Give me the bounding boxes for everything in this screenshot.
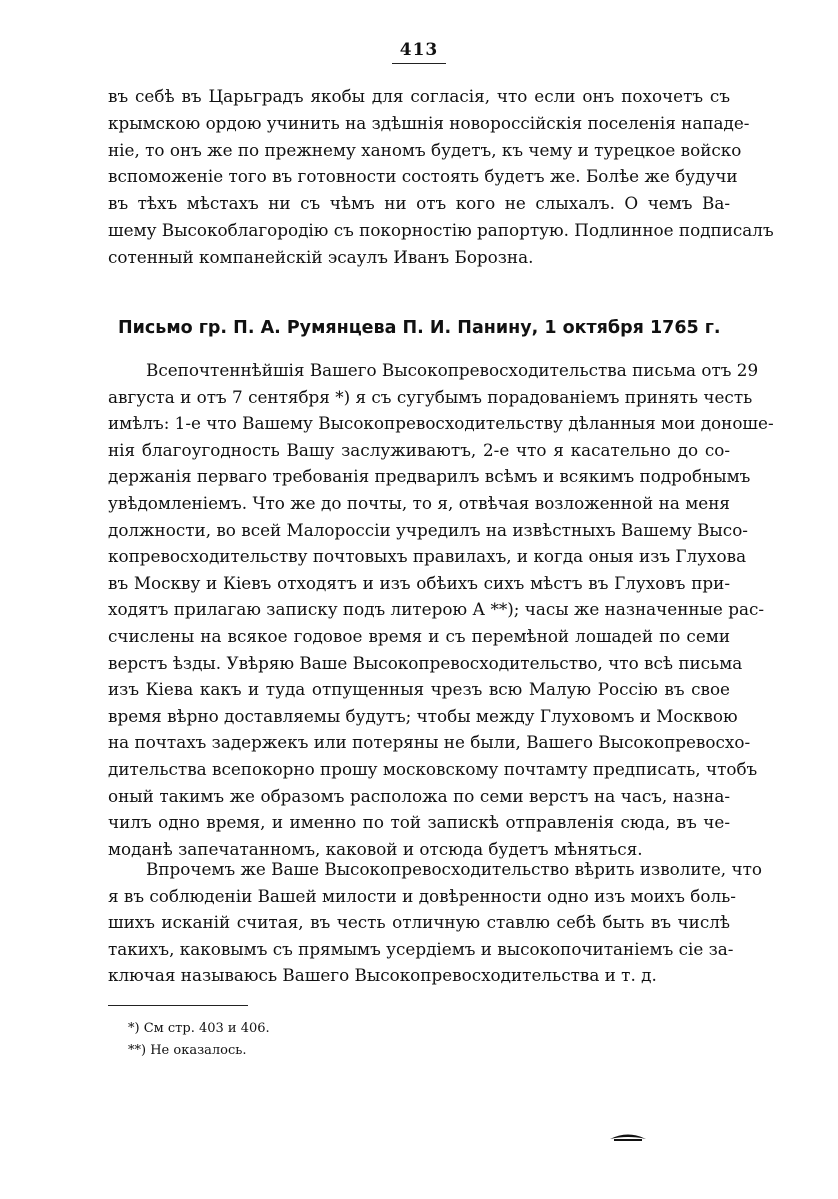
text-line: крымскою ордою учинить на здѣшнія новороссійскія поселенія нападе-: [108, 112, 750, 133]
letter-heading: Письмо гр. П. А. Румянцева П. И. Панину, 1 октября 1765 г.: [118, 318, 721, 338]
text-line: въ себѣ въ Царьградъ якобы для согласія, что если онъ похочетъ съ: [108, 86, 730, 106]
text-line: увѣдомленіемъ. Что же до почты, то я, отвѣчая возложенной на меня: [108, 493, 730, 513]
text-line: ходятъ прилагаю записку подъ литерою А **); часы же назначенные рас-: [108, 599, 765, 620]
text-line: ніе, то онъ же по прежнему ханомъ будетъ, къ чему и турецкое войско: [108, 139, 742, 160]
page-number-rule: [392, 63, 446, 64]
text-line: копревосходительству почтовыхъ правилахъ, и когда оныя изъ Глухова: [108, 546, 747, 567]
text-line: вспоможеніе того въ готовности состоять будетъ же. Болѣе же будучи: [108, 166, 738, 187]
text-line: моданѣ запечатанномъ, каковой и отсюда будетъ мѣняться.: [108, 838, 643, 859]
text-line: время вѣрно доставляемы будутъ; чтобы между Глуховомъ и Москвою: [108, 705, 738, 726]
text-line: ключая называюсь Вашего Высокопревосходительства и т. д.: [108, 965, 657, 986]
page-number: 413: [399, 40, 439, 60]
text-line: чилъ одно время, и именно по той запискѣ отправленія сюда, въ че-: [108, 812, 730, 833]
footnote-divider: [108, 1005, 248, 1006]
text-line: изъ Кіева какъ и туда отпущенныя чрезъ всю Малую Россію въ свое: [108, 679, 730, 700]
footnote: **) Не оказалось.: [128, 1043, 247, 1058]
text-line: Впрочемъ же Ваше Высокопревосходительство вѣрить изволите, что: [146, 859, 762, 879]
text-line: на почтахъ задержекъ или потеряны не были, Вашего Высокопревосхо-: [108, 732, 751, 753]
footnote: *) См стр. 403 и 406.: [128, 1021, 270, 1036]
text-line: шихъ исканій считая, въ честь отличную ставлю себѣ быть въ числѣ: [108, 912, 730, 933]
text-line: верстъ ѣзды. Увѣряю Ваше Высокопревосходительство, что всѣ письма: [108, 652, 743, 673]
text-line: сотенный компанейскій эсаулъ Иванъ Борозна.: [108, 246, 534, 267]
text-line: имѣлъ: 1-е что Вашему Высокопревосходительству дѣланныя мои доноше-: [108, 413, 774, 434]
text-line: въ Москву и Кіевъ отходятъ и изъ обѣихъ сихъ мѣстъ въ Глуховъ при-: [108, 572, 730, 593]
text-line: въ тѣхъ мѣстахъ ни съ чѣмъ ни отъ кого не слыхалъ. О чемъ Ва-: [108, 193, 730, 214]
text-line: августа и отъ 7 сентября *) я съ сугубымъ порадованіемъ принять честь: [108, 386, 753, 407]
tailpiece-ornament-icon: [608, 1130, 648, 1144]
text-line: шему Высокоблагородію съ покорностію рапортую. Подлинное подписалъ: [108, 220, 774, 240]
text-line: дительства всепокорно прошу московскому почтамту предписать, чтобъ: [108, 759, 758, 779]
text-line: оный такимъ же образомъ расположа по семи верстъ на часъ, назна-: [108, 785, 730, 806]
text-line: держанія перваго требованія предварилъ всѣмъ и всякимъ подробнымъ: [108, 466, 751, 487]
text-line: счислены на всякое годовое время и съ перемѣной лошадей по семи: [108, 626, 730, 646]
text-line: нія благоугодность Вашу заслуживаютъ, 2-е что я касательно до со-: [108, 439, 730, 460]
text-line: Всепочтеннѣйшія Вашего Высокопревосходительства письма отъ 29: [146, 360, 759, 380]
text-line: такихъ, каковымъ съ прямымъ усердіемъ и высокопочитаніемъ сіе за-: [108, 938, 734, 959]
text-line: я въ соблюденіи Вашей милости и довѣренности одно изъ моихъ боль-: [108, 885, 736, 906]
text-line: должности, во всей Малороссіи учредилъ на извѣстныхъ Вашему Высо-: [108, 519, 748, 540]
